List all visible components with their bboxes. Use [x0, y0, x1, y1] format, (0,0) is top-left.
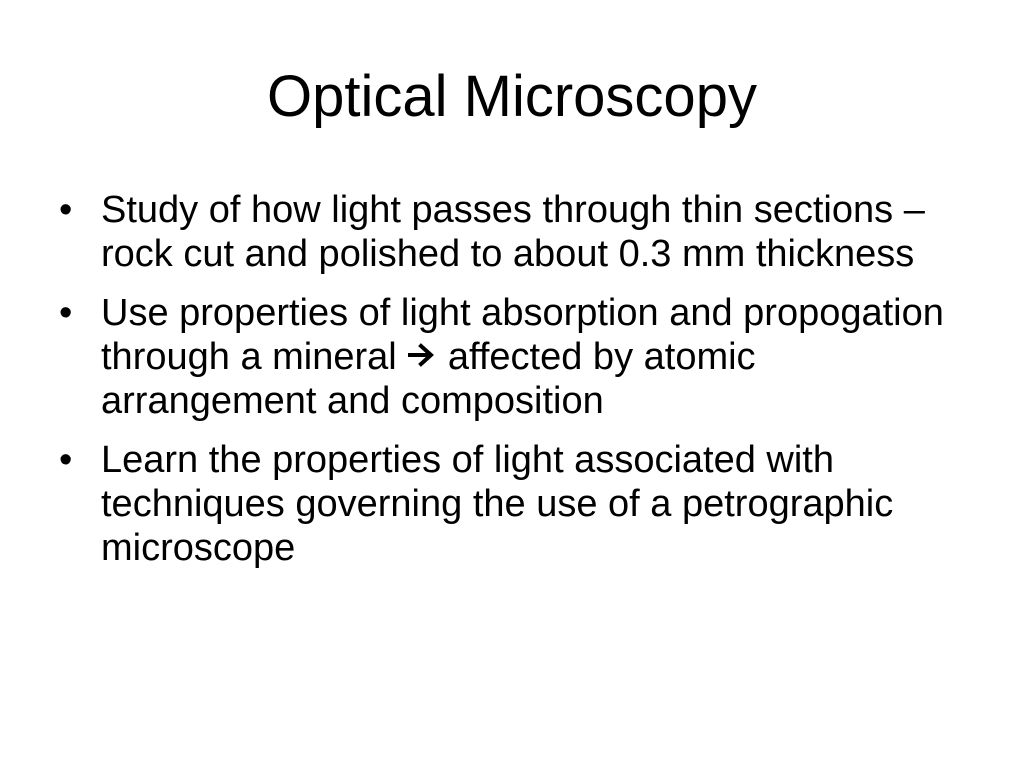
bullet-item — [55, 438, 955, 570]
bullet-item — [55, 188, 955, 276]
bullet-dot-icon: • — [59, 292, 73, 334]
bullet-dot-icon: • — [59, 439, 73, 481]
bullet-text: Learn the properties of light associated with techniques governing the use of a petrographic microscope — [101, 439, 894, 569]
bullet-text-before-arrow: Use properties of light absorption and propogation through a mineral — [101, 292, 944, 378]
bullet-text-after-arrow: affected by atomic arrangement and composition — [101, 336, 756, 422]
right-arrow-icon — [407, 341, 437, 369]
slide-title: Optical Microscopy — [267, 64, 757, 129]
bullet-list — [55, 188, 955, 585]
bullet-dot-icon: • — [59, 189, 73, 231]
bullet-text: Study of how light passes through thin sections – rock cut and polished to about 0.3 mm thickness — [101, 189, 925, 275]
bullet-item — [55, 291, 955, 423]
